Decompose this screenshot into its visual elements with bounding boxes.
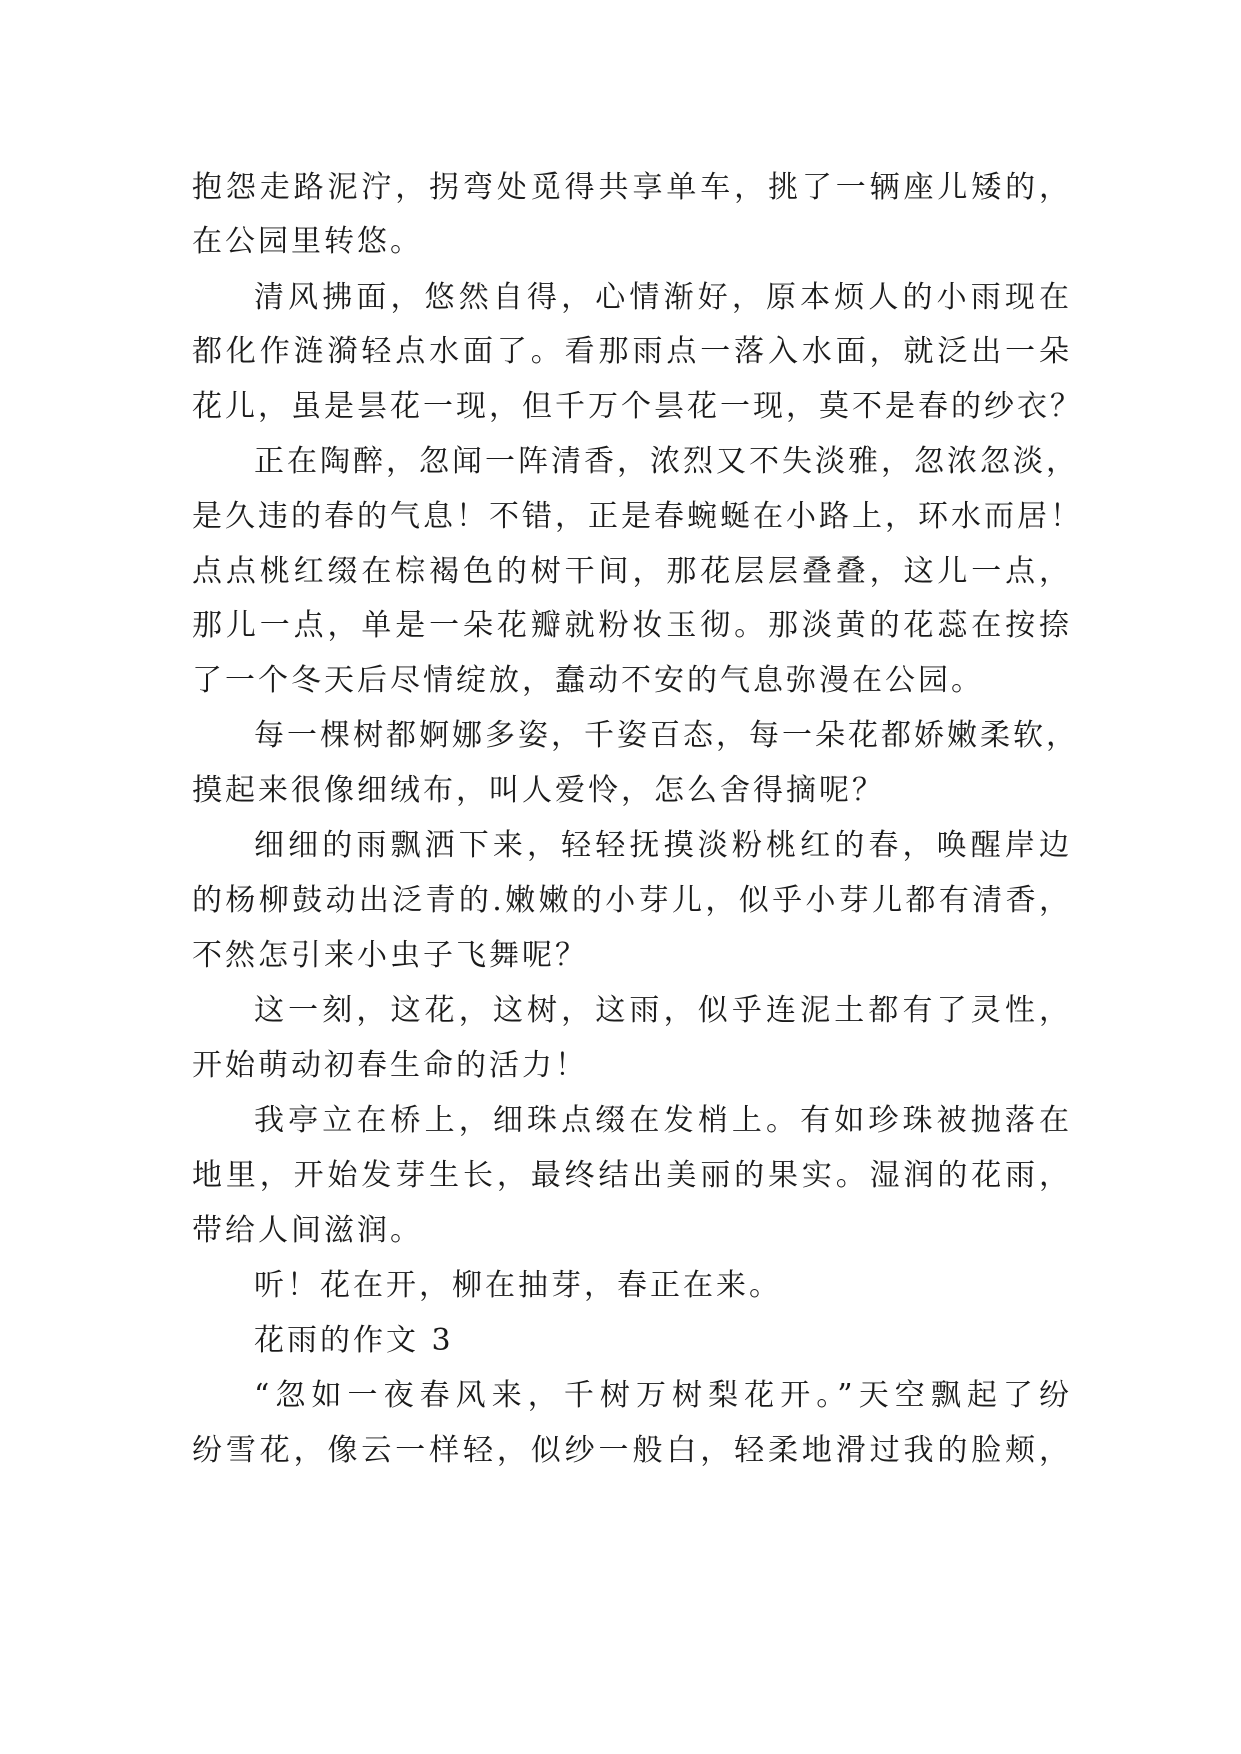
text-line: 的杨柳鼓动出泛青的.嫩嫩的小芽儿，似乎小芽儿都有清香， (192, 883, 1072, 918)
text-line: 花儿，虽是昙花一现，但千万个昙花一现，莫不是春的纱衣？ (192, 389, 1083, 424)
text-line: 不然怎引来小虫子飞舞呢？ (192, 938, 588, 973)
text-line: 这一刻，这花，这树，这雨，似乎连泥土都有了灵性， (254, 993, 1072, 1028)
text-line: 都化作涟漪轻点水面了。看那雨点一落入水面，就泛出一朵 (192, 334, 1072, 369)
text-line: “忽如一夜春风来，千树万树梨花开。”天空飘起了纷 (254, 1378, 1072, 1413)
text-line: 清风拂面，悠然自得，心情渐好，原本烦人的小雨现在 (254, 280, 1072, 315)
text-line: 摸起来很像细绒布，叫人爱怜，怎么舍得摘呢？ (192, 773, 885, 808)
text-line: 我亭立在桥上，细珠点缀在发梢上。有如珍珠被抛落在 (254, 1103, 1072, 1138)
text-line: 地里，开始发芽生长，最终结出美丽的果实。湿润的花雨， (192, 1158, 1072, 1193)
text-line: 是久违的春的气息！不错，正是春蜿蜒在小路上，环水而居！ (192, 499, 1083, 534)
text-line: 点点桃红缀在棕褐色的树干间，那花层层叠叠，这儿一点， (192, 554, 1072, 589)
text-line: 细细的雨飘洒下来，轻轻抚摸淡粉桃红的春，唤醒岸边 (254, 828, 1072, 863)
section-heading: 花雨的作文 3 (254, 1323, 454, 1358)
text-line: 开始萌动初春生命的活力！ (192, 1048, 588, 1083)
text-line: 在公园里转悠。 (192, 224, 423, 259)
text-line: 正在陶醉，忽闻一阵清香，浓烈又不失淡雅，忽浓忽淡， (254, 444, 1079, 479)
text-line: 了一个冬天后尽情绽放，蠢动不安的气息弥漫在公园。 (192, 663, 984, 698)
text-line: 纷雪花，像云一样轻，似纱一般白，轻柔地滑过我的脸颊， (192, 1433, 1072, 1468)
text-line: 每一棵树都婀娜多姿，千姿百态，每一朵花都娇嫩柔软， (254, 718, 1079, 753)
text-line: 抱怨走路泥泞，拐弯处觅得共享单车，挑了一辆座儿矮的， (192, 170, 1072, 205)
text-line: 带给人间滋润。 (192, 1213, 423, 1248)
text-line: 那儿一点，单是一朵花瓣就粉妆玉彻。那淡黄的花蕊在按捺 (192, 608, 1072, 643)
text-line: 听！花在开，柳在抽芽，春正在来。 (254, 1268, 782, 1303)
